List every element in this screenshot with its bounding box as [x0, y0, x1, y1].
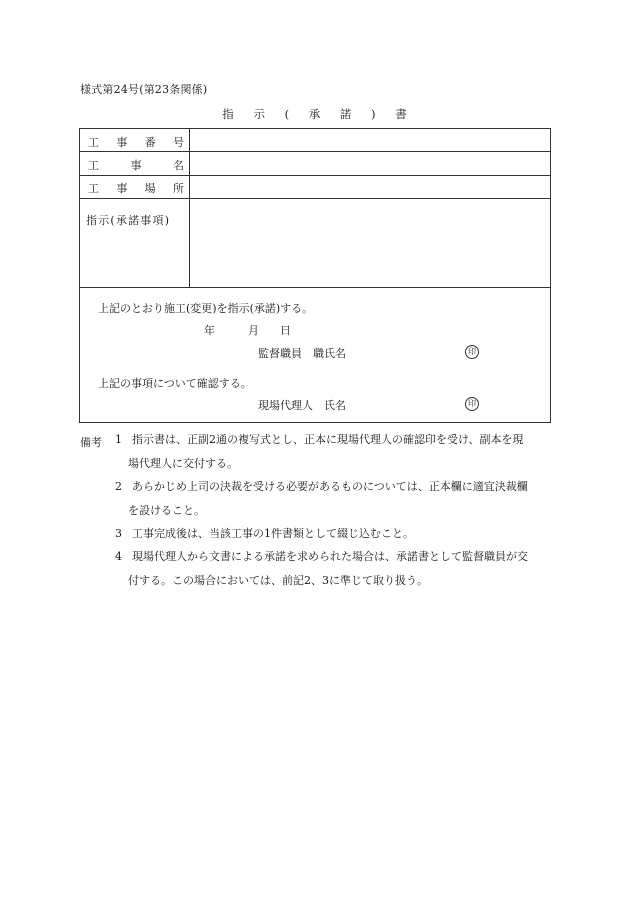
- remark-item: 3 工事完成後は、当該工事の1件書類として綴じ込むこと。: [115, 522, 560, 546]
- remark-number: 3: [115, 527, 122, 540]
- row-divider: [80, 287, 550, 288]
- remark-number: 2: [115, 480, 122, 493]
- seal-mark: 印: [465, 345, 479, 359]
- remark-number: 1: [115, 433, 122, 446]
- remark-item: 2 あらかじめ上司の決裁を受ける必要があるものについては、正本欄に適宜決裁欄 を設けること。: [115, 475, 560, 523]
- label-column-divider: [189, 129, 190, 287]
- instruction-statement: 上記のとおり施工(変更)を指示(承諾)する。: [98, 302, 314, 315]
- row-divider: [80, 198, 550, 199]
- remarks-heading: 備考: [80, 436, 102, 449]
- site-agent-name-label: 現場代理人 氏名: [258, 399, 346, 412]
- form-number: 様式第24号(第23条関係): [80, 83, 208, 96]
- construction-number-label: 工 事 番 号: [88, 136, 184, 149]
- form-table: [79, 128, 551, 423]
- row-divider: [80, 151, 550, 152]
- document-title: 指 示 ( 承 諾 ) 書: [222, 107, 408, 121]
- confirmation-statement: 上記の事項について確認する。: [98, 377, 252, 390]
- seal-mark: 印: [465, 397, 479, 411]
- remark-number: 4: [115, 550, 122, 563]
- construction-name-label: 工 事 名: [88, 159, 184, 172]
- construction-site-label: 工 事 場 所: [88, 182, 184, 195]
- row-divider: [80, 175, 550, 176]
- instruction-details-label: 指示(承諾事項): [86, 214, 171, 227]
- remark-item: 4 現場代理人から文書による承諾を求められた場合は、承諾書として監督職員が交 付する。この場合においては、前記2、3に準じて取り扱う。: [115, 545, 560, 593]
- supervisor-name-label: 監督職員 職氏名: [258, 347, 346, 360]
- remark-item: 1 指示書は、正副2通の複写式とし、正本に現場代理人の確認印を受け、副本を現 場代理人に交付する。: [115, 428, 560, 476]
- date-line: 年 月 日: [204, 324, 291, 337]
